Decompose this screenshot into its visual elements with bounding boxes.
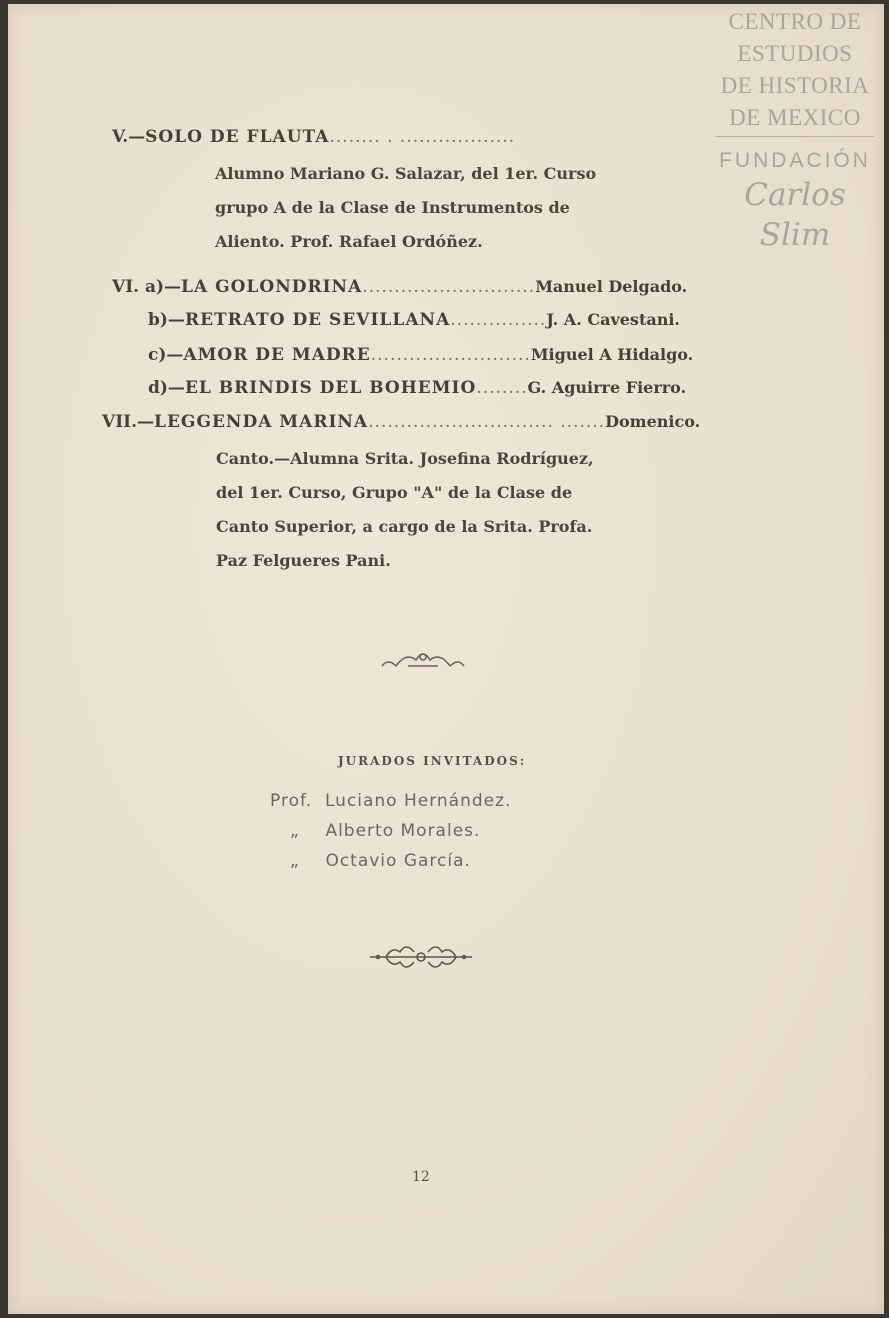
description-line: Canto Superior, a cargo de la Srita. Profa. — [216, 517, 593, 536]
ornament-flourish — [366, 940, 476, 974]
watermark — [710, 6, 880, 253]
leader-dots: ............................. ....... — [368, 412, 606, 432]
item-number: d)— — [148, 378, 185, 398]
jurado-name: Octavio García. — [325, 851, 471, 871]
description-line: Canto.—Alumna Srita. Josefina Rodríguez, — [216, 449, 594, 468]
item-number: V.— — [112, 127, 146, 147]
program-item-vi-c — [148, 345, 748, 365]
leader-dots: ......................... — [370, 345, 531, 365]
item-composer: G. Aguirre Fierro. — [527, 378, 687, 397]
leader-dots: ........ — [476, 378, 528, 398]
jurado-entry — [290, 821, 480, 841]
item-composer: Manuel Delgado. — [535, 277, 688, 296]
jurado-entry — [290, 851, 471, 871]
description-line: del 1er. Curso, Grupo "A" de la Clase de — [216, 483, 573, 502]
leader-dots: ............... — [450, 310, 547, 330]
watermark-divider — [716, 136, 874, 137]
item-title: LEGGENDA MARINA — [154, 412, 369, 432]
jurado-prefix: „ — [290, 851, 300, 871]
leader-dots: ........ . .................. — [329, 127, 516, 147]
jurado-name: Alberto Morales. — [325, 821, 481, 841]
item-number: b)— — [148, 310, 185, 330]
item-composer: J. A. Cavestani. — [546, 310, 680, 329]
program-item-vi-a — [112, 277, 748, 297]
description-line: Alumno Mariano G. Salazar, del 1er. Curso — [215, 164, 597, 183]
jurados-heading: JURADOS INVITADOS: — [338, 754, 527, 768]
item-v-description — [215, 157, 596, 259]
jurado-prefix: „ — [290, 821, 300, 841]
watermark-line: CENTRO DE — [728, 9, 862, 34]
jurado-name: Luciano Hernández. — [324, 791, 512, 811]
item-number: c)— — [148, 345, 184, 365]
page-number: 12 — [412, 1169, 430, 1185]
ornament-divider — [378, 646, 468, 672]
program-item-vi-d — [148, 378, 748, 398]
watermark-line: DE HISTORIA — [720, 73, 870, 98]
item-title: AMOR DE MADRE — [183, 345, 371, 365]
item-title: SOLO DE FLAUTA — [145, 127, 330, 147]
watermark-fundacion: FUNDACIÓN — [719, 149, 871, 172]
jurado-entry — [270, 791, 511, 811]
item-title: EL BRINDIS DEL BOHEMIO — [184, 378, 477, 398]
program-item-v — [112, 127, 515, 147]
watermark-signature: Carlos Slim — [744, 177, 846, 253]
description-line: Paz Felgueres Pani. — [216, 551, 391, 570]
jurado-prefix: Prof. — [270, 791, 313, 811]
description-line: grupo A de la Clase de Instrumentos de — [215, 198, 570, 217]
item-vii-description — [216, 442, 594, 578]
program-item-vi-b — [148, 310, 748, 330]
item-title: RETRATO DE SEVILLANA — [184, 310, 451, 330]
program-page — [8, 4, 884, 1314]
item-number: VII.— — [102, 412, 155, 432]
leader-dots: ........................... — [362, 277, 536, 297]
watermark-line: ESTUDIOS — [737, 41, 853, 66]
program-item-vii — [102, 412, 748, 432]
item-composer: Miguel A Hidalgo. — [530, 345, 694, 364]
watermark-line: DE MEXICO — [729, 105, 861, 130]
description-line: Aliento. Prof. Rafael Ordóñez. — [215, 232, 483, 251]
item-title: LA GOLONDRINA — [181, 277, 363, 297]
item-composer: Domenico. — [605, 412, 701, 431]
item-number: VI. a)— — [112, 277, 182, 297]
